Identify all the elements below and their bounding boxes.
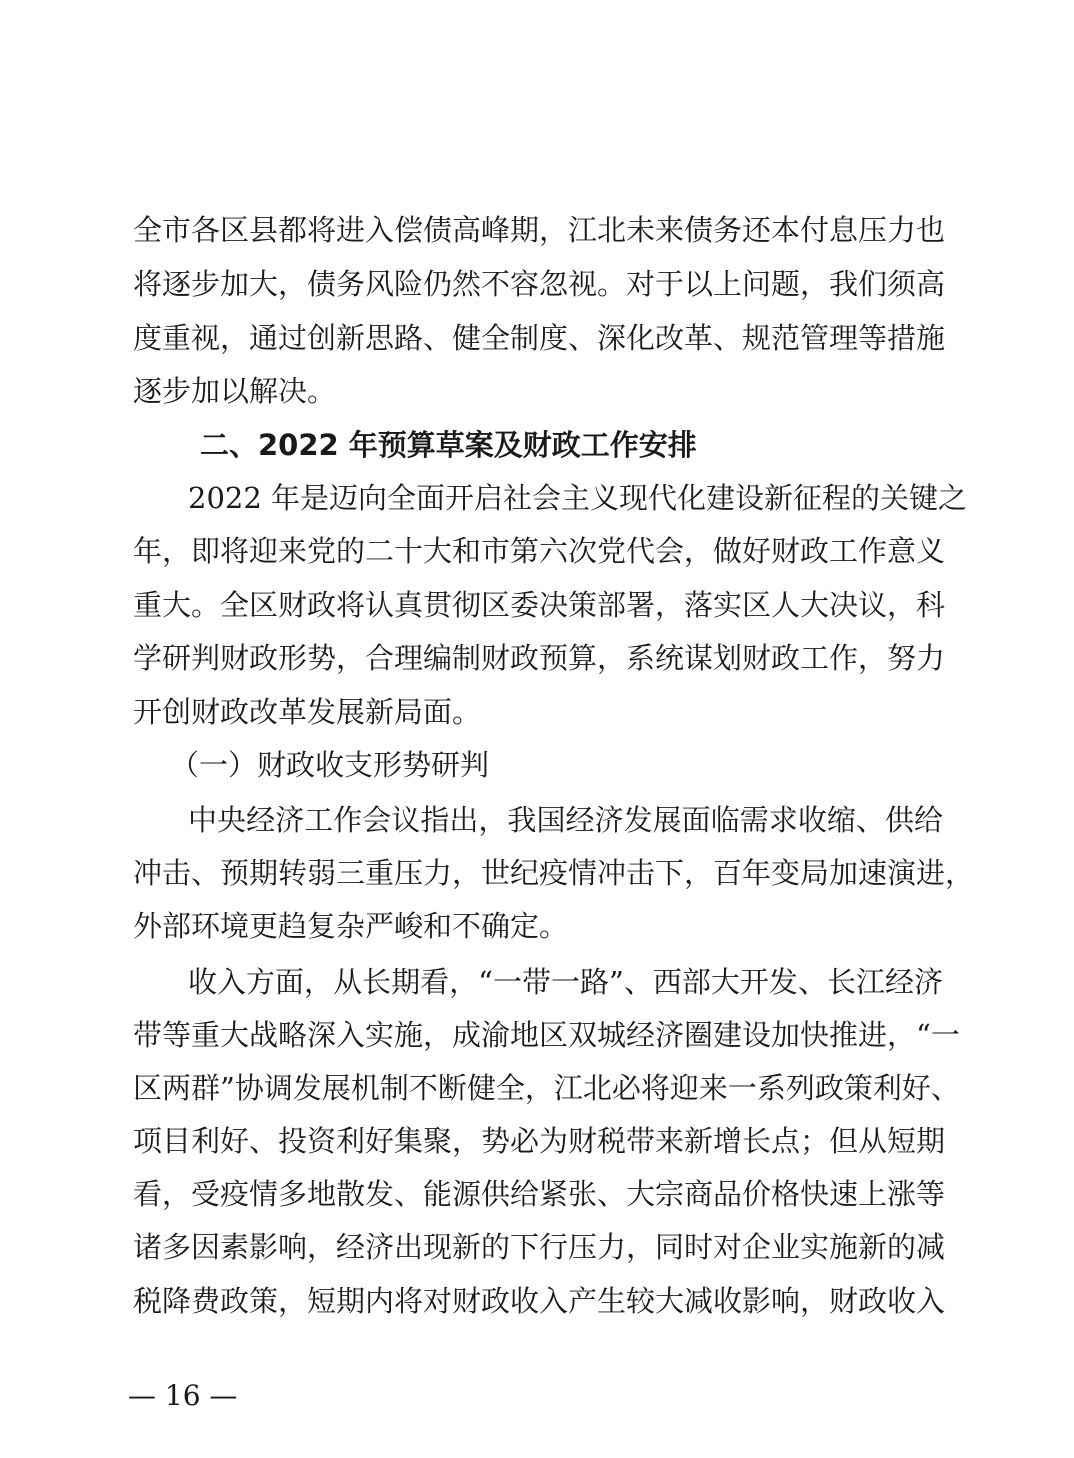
paragraph-4-line: 收入方面，从长期看，“一带一路”、西部大开发、长江经济 — [188, 965, 943, 999]
page-number: — 16 — — [128, 1379, 238, 1412]
paragraph-3-line: 冲击、预期转弱三重压力，世纪疫情冲击下，百年变局加速演进， — [133, 856, 975, 890]
subsection-heading: （一）财政收支形势研判 — [170, 748, 490, 782]
paragraph-2-line: 学研判财政形势，合理编制财政预算，系统谋划财政工作，努力 — [133, 641, 946, 675]
paragraph-1-line: 逐步加以解决。 — [133, 374, 337, 408]
paragraph-3-line: 外部环境更趋复杂严峻和不确定。 — [133, 909, 569, 943]
paragraph-2-line: 年，即将迎来党的二十大和市第六次党代会，做好财政工作意义 — [133, 534, 946, 568]
paragraph-1-line: 将逐步加大，债务风险仍然不容忽视。对于以上问题，我们须高 — [133, 267, 946, 301]
paragraph-4-line: 看，受疫情多地散发、能源供给紧张、大宗商品价格快速上涨等 — [133, 1177, 946, 1211]
paragraph-4-line: 带等重大战略深入实施，成渝地区双城经济圈建设加快推进，“一 — [133, 1018, 960, 1052]
paragraph-1-line: 度重视，通过创新思路、健全制度、深化改革、规范管理等措施 — [133, 321, 946, 355]
paragraph-4-line: 区两群”协调发展机制不断健全，江北必将迎来一系列政策利好、 — [133, 1071, 960, 1105]
paragraph-4-line: 诸多因素影响，经济出现新的下行压力，同时对企业实施新的减 — [133, 1230, 946, 1264]
paragraph-2-line: 2022 年是迈向全面开启社会主义现代化建设新征程的关键之 — [188, 481, 968, 515]
paragraph-4-line: 税降费政策，短期内将对财政收入产生较大减收影响，财政收入 — [133, 1284, 946, 1318]
paragraph-2-line: 开创财政改革发展新局面。 — [133, 695, 482, 729]
paragraph-3-line: 中央经济工作会议指出，我国经济发展面临需求收缩、供给 — [188, 803, 943, 837]
paragraph-2-line: 重大。全区财政将认真贯彻区委决策部署，落实区人大决议，科 — [133, 588, 946, 622]
paragraph-4-line: 项目利好、投资利好集聚，势必为财税带来新增长点；但从短期 — [133, 1124, 946, 1158]
section-heading: 二、2022 年预算草案及财政工作安排 — [200, 428, 697, 462]
paragraph-1-line: 全市各区县都将进入偿债高峰期，江北未来债务还本付息压力也 — [133, 213, 946, 247]
